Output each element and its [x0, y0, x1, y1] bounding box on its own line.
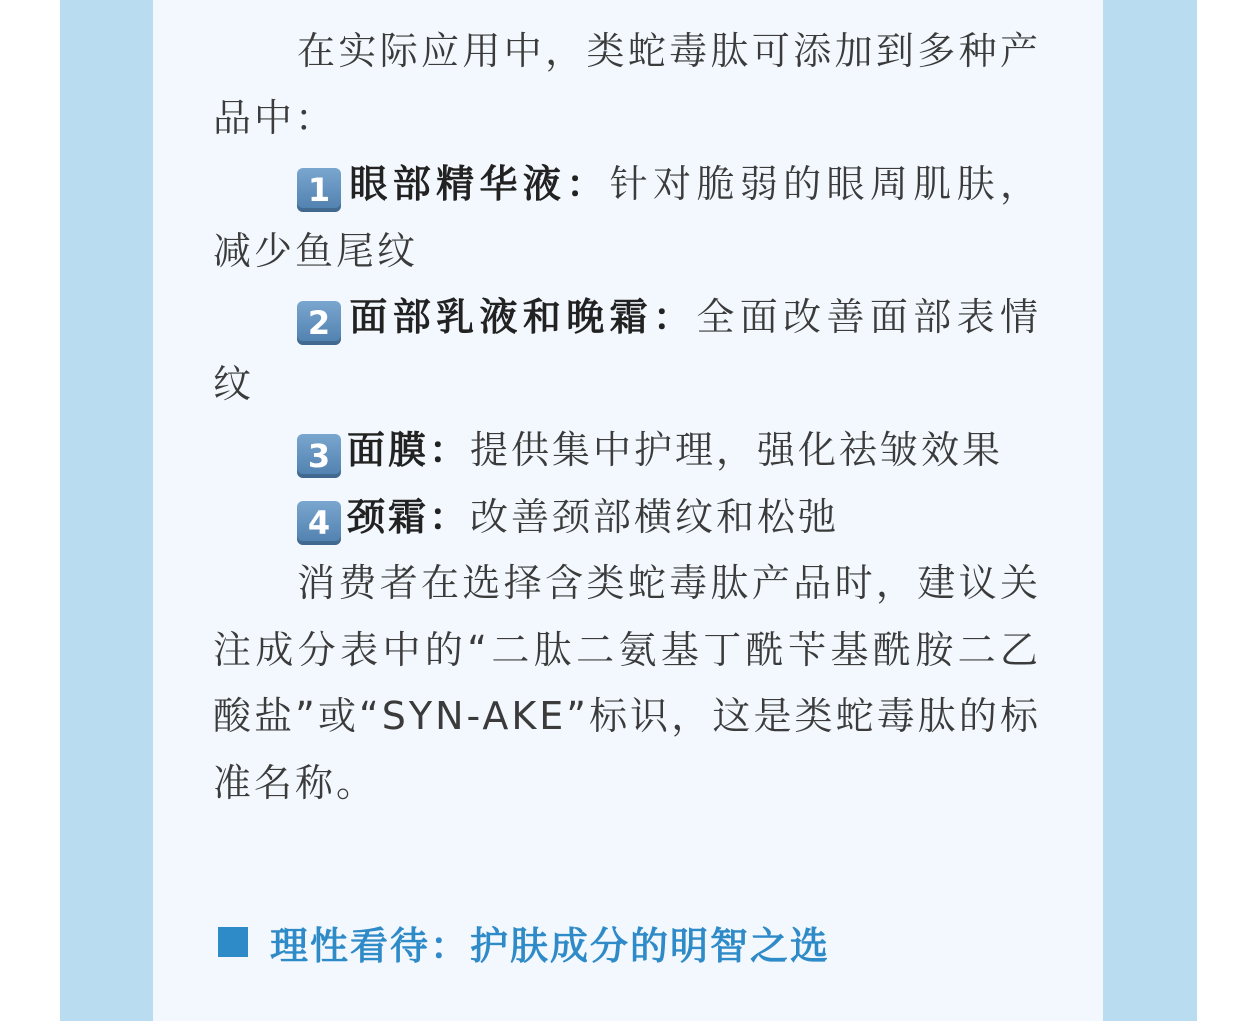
advice-paragraph: 消费者在选择含类蛇毒肽产品时，建议关注成分表中的“二肽二氨基丁酰苄基酰胺二乙酸盐”或“SYN-AKE”标识，这是类蛇毒肽的标准名称。 — [213, 561, 1041, 805]
product-item — [213, 484, 1041, 551]
keycap-number-4-icon: 4 — [297, 501, 341, 545]
section-heading — [218, 912, 830, 972]
keycap-number-3-icon: 3 — [297, 434, 341, 478]
product-item-text: 提供集中护理，强化祛皱效果 — [470, 428, 1004, 472]
product-item — [213, 284, 1041, 417]
product-item-title: 颈霜： — [347, 494, 471, 539]
keycap-number-2-icon: 2 — [297, 301, 341, 345]
product-item-text: 改善颈部横纹和松弛 — [470, 494, 840, 539]
keycap-number-1-icon: 1 — [297, 168, 341, 212]
product-item — [213, 151, 1041, 284]
intro-paragraph: 在实际应用中，类蛇毒肽可添加到多种产品中： — [213, 29, 1041, 140]
article-body — [213, 18, 1041, 816]
product-item-title: 面部乳液和晚霜： — [347, 295, 697, 339]
product-item — [213, 417, 1041, 484]
square-bullet-icon — [218, 927, 248, 957]
product-item-title: 眼部精华液： — [347, 162, 610, 206]
product-item-title: 面膜： — [347, 428, 471, 472]
section-heading-text: 理性看待：护肤成分的明智之选 — [270, 923, 831, 968]
product-item-text: 针对脆弱的眼周肌肤，减少鱼尾纹 — [213, 162, 1041, 273]
product-item-text: 全面改善面部表情纹 — [213, 295, 1041, 406]
